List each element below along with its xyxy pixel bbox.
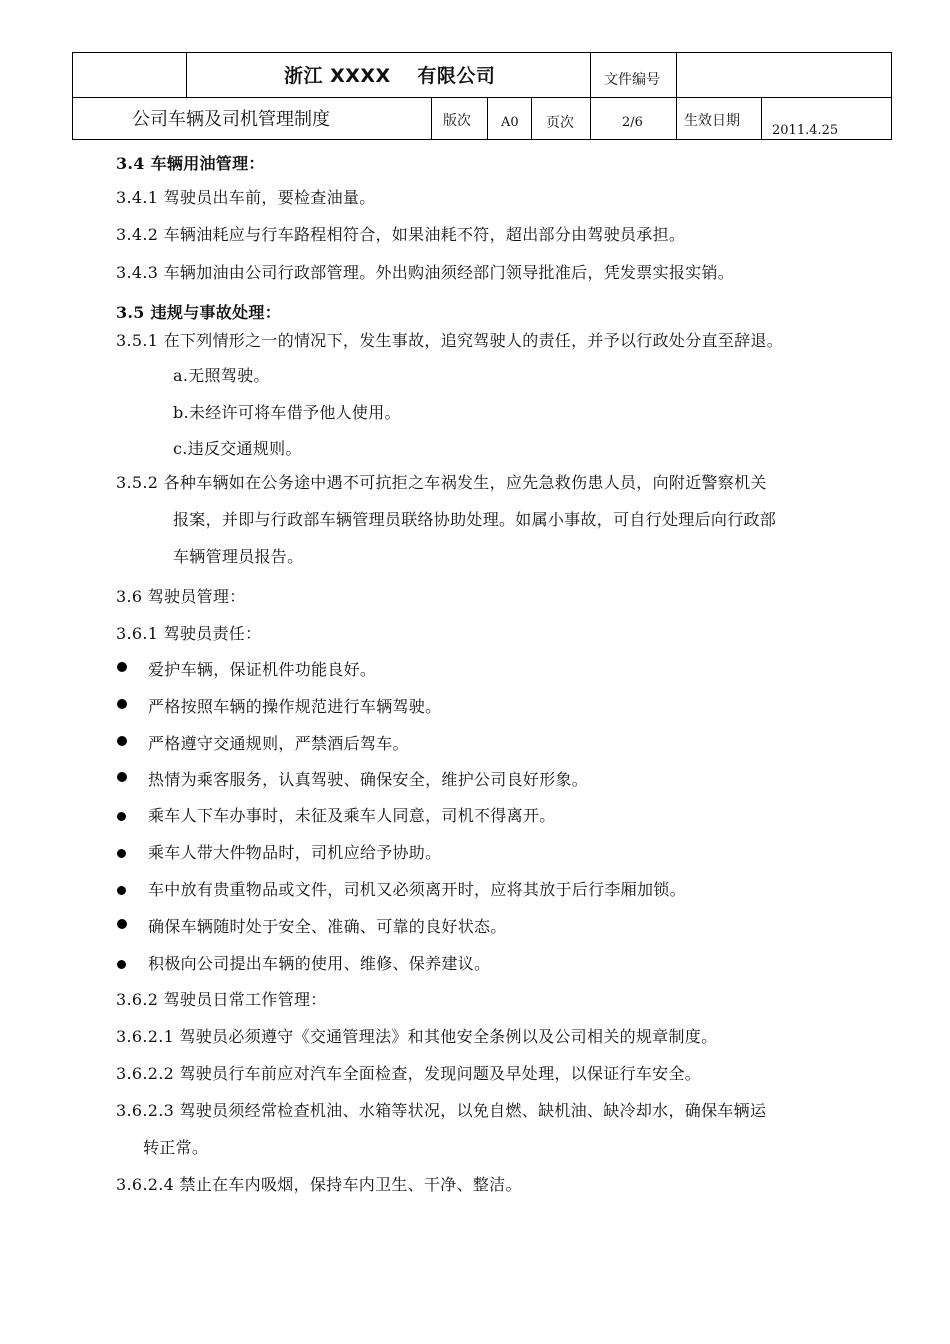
bullet-icon [117, 699, 127, 709]
effective-date-value: 2011.4.25 [772, 123, 839, 138]
duty-item: 热情为乘客服务，认真驾驶、确保安全，维护公司良好形象。 [148, 770, 589, 789]
clause-3-4-2: 3.4.2 车辆油耗应与行车路程相符合，如果油耗不符，超出部分由驾驶员承担。 [116, 225, 686, 244]
table-divider [676, 52, 677, 140]
duty-item: 乘车人下车办事时，未征及乘车人同意，司机不得离开。 [148, 806, 556, 825]
page-label: 页次 [546, 115, 574, 131]
clause-3-5-2-line-3: 车辆管理员报告。 [173, 547, 304, 566]
version-value: A0 [501, 115, 519, 130]
table-divider [487, 97, 488, 140]
table-divider [431, 97, 432, 140]
clause-3-6-2-4: 3.6.2.4 禁止在车内吸烟，保持车内卫生、干净、整洁。 [116, 1175, 522, 1194]
table-border-bottom [72, 139, 892, 140]
duty-item: 乘车人带大件物品时，司机应给予协助。 [148, 843, 442, 862]
bullet-icon [117, 886, 126, 895]
duty-item: 爱护车辆，保证机件功能良好。 [148, 660, 377, 679]
clause-3-5-1-item-a: a.无照驾驶。 [173, 366, 270, 385]
table-divider [186, 52, 187, 98]
table-row-divider [72, 97, 892, 98]
policy-title: 公司车辆及司机管理制度 [132, 109, 330, 130]
section-3-4-heading: 3.4 车辆用油管理： [116, 154, 265, 173]
duty-item: 严格遵守交通规则，严禁酒后驾车。 [148, 734, 409, 753]
clause-3-5-2-line-2: 报案，并即与行政部车辆管理员联络协助处理。如属小事故，可自行处理后向行政部 [173, 510, 777, 529]
duty-item: 严格按照车辆的操作规范进行车辆驾驶。 [148, 697, 442, 716]
page-value: 2/6 [622, 115, 643, 130]
section-3-5-heading: 3.5 违规与事故处理： [116, 303, 282, 322]
table-divider [590, 52, 591, 140]
bullet-icon [117, 960, 126, 969]
effective-date-label: 生效日期 [684, 113, 740, 129]
clause-3-5-1: 3.5.1 在下列情形之一的情况下，发生事故，追究驾驶人的责任，并予以行政处分直至辞退。 [116, 331, 783, 350]
clause-3-5-1-item-c: c.违反交通规则。 [173, 439, 302, 458]
table-divider [531, 97, 532, 140]
clause-3-5-1-item-b: b.未经许可将车借予他人使用。 [173, 403, 401, 422]
bullet-icon [117, 919, 127, 929]
bullet-icon [117, 772, 127, 782]
bullet-icon [117, 662, 127, 672]
duty-item: 车中放有贵重物品或文件，司机又必须离开时，应将其放于后行李厢加锁。 [148, 880, 686, 899]
company-name: 浙江 XXXX 有限公司 [284, 65, 496, 87]
document-header-table [72, 52, 892, 140]
section-3-6-heading: 3.6 驾驶员管理： [116, 587, 246, 606]
table-divider [761, 97, 762, 140]
version-label: 版次 [443, 113, 471, 129]
clause-3-4-1: 3.4.1 驾驶员出车前，要检查油量。 [116, 188, 376, 207]
bullet-icon [117, 812, 126, 821]
duty-item: 确保车辆随时处于安全、准确、可靠的良好状态。 [148, 917, 507, 936]
clause-3-4-3: 3.4.3 车辆加油由公司行政部管理。外出购油须经部门领导批准后，凭发票实报实销。 [116, 263, 735, 282]
doc-number-label: 文件编号 [604, 72, 660, 88]
duty-item: 积极向公司提出车辆的使用、维修、保养建议。 [148, 954, 491, 973]
clause-3-5-2-line-1: 3.5.2 各种车辆如在公务途中遇不可抗拒之车祸发生，应先急救伤患人员，向附近警察机关 [116, 473, 767, 492]
clause-3-6-2-3-line-2: 转正常。 [143, 1138, 209, 1157]
table-border-left [72, 52, 73, 140]
clause-3-6-2-heading: 3.6.2 驾驶员日常工作管理： [116, 990, 327, 1009]
bullet-icon [117, 849, 126, 858]
table-border-top [72, 52, 892, 53]
clause-3-6-1-heading: 3.6.1 驾驶员责任： [116, 624, 262, 643]
clause-3-6-2-3-line-1: 3.6.2.3 驾驶员须经常检查机油、水箱等状况，以免自燃、缺机油、缺冷却水，确保车辆运 [116, 1101, 767, 1120]
table-border-right [891, 52, 892, 140]
bullet-icon [117, 736, 127, 746]
clause-3-6-2-1: 3.6.2.1 驾驶员必须遵守《交通管理法》和其他安全条例以及公司相关的规章制度。 [116, 1027, 718, 1046]
clause-3-6-2-2: 3.6.2.2 驾驶员行车前应对汽车全面检查，发现问题及早处理，以保证行车安全。 [116, 1064, 702, 1083]
